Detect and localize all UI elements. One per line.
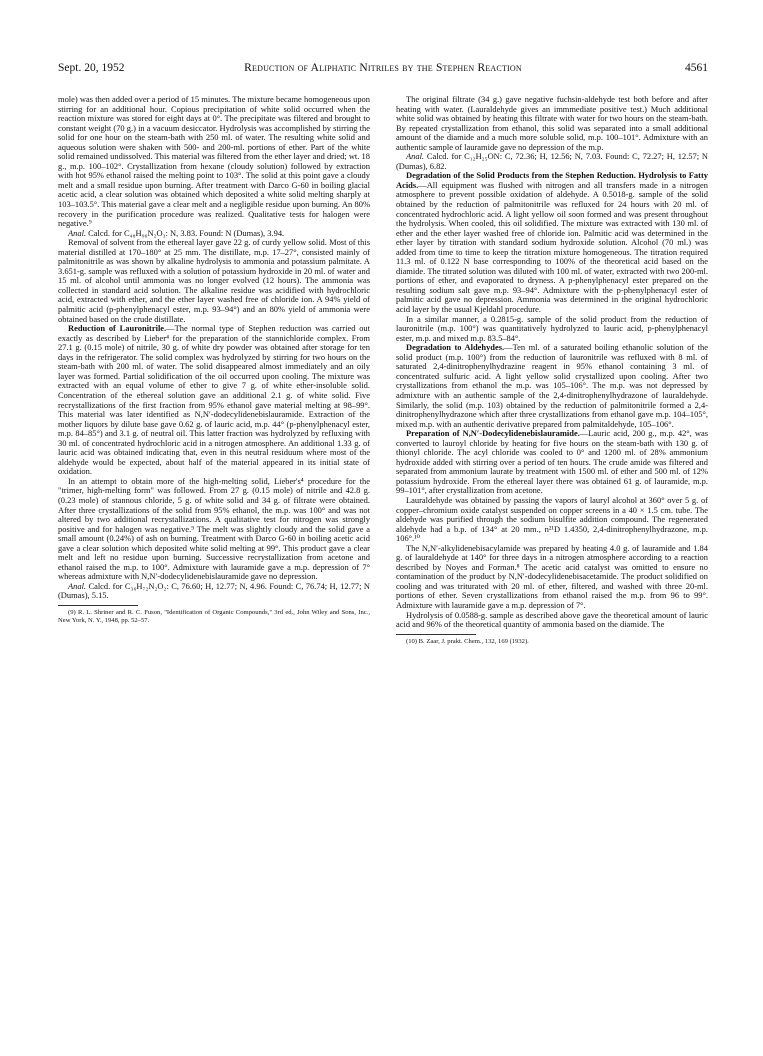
footnote-rule — [58, 605, 138, 606]
anal-label: Anal. — [68, 580, 87, 591]
analysis-text: Calcd. for C₁₂H₂₅ON: C, 72.36; H, 12.56; N, 7.03. Found: C, 72.27; H, 12.57; N (Dumas), 6.82. — [396, 151, 708, 171]
paragraph: Removal of solvent from the ethereal layer gave 22 g. of curdy yellow solid. Most of this material distilled at 170–180° at 25 mm. The distillate, m.p. 17–27°, consisted mainly of palmitonitrile as was shown by alkaline hydrolysis to ammonia and potassium palmitate. A 3.651-g. sample was refluxed with a solution of potassium hydroxide in 20 ml. of water and 15 ml. of alcohol until ammonia was no longer evolved (12 hours). The ammonia was collected in standard acid solution. The alkaline residue was acidified with hydrochloric acid, extracted with ether, and the ether layer washed free of chloride ion. A 94% yield of palmitic acid (p-phenylphenacyl ester, m.p. 93–94°) and an 80% yield of ammonia were obtained based on the crude distillate. — [58, 237, 370, 324]
section-heading: Reduction of Lauronitrile. — [68, 323, 167, 334]
paragraph: The N,N′-alkylidenebisacylamide was prepared by heating 4.0 g. of lauramide and 1.84 g. of lauraldehyde at 140° for three days in a nitrogen atmosphere according to a reaction described by Noyes and Forman.⁸ The acetic acid catalyst was omitted to ensure no contamination of the product by N,N′-dodecylidenebisacetamide. The product solidified on cooling and was triturated with 20 ml. of ether, filtered, and washed with three 20-ml. portions of ether. Seven crystallizations from ethanol raised the m.p. from 96 to 99°. Admixture with lauramide gave a m.p. depression of 7°. — [396, 542, 708, 610]
header-date: Sept. 20, 1952 — [58, 62, 125, 74]
footnote: (10) B. Zaar, J. prakt. Chem., 132, 169 (1932). — [406, 637, 529, 645]
left-column — [58, 95, 370, 625]
right-column — [396, 95, 708, 646]
section-heading: Degradation to Aldehydes. — [406, 342, 505, 353]
paragraph: mole) was then added over a period of 15 minutes. The mixture became homogeneous upon stirring for an additional hour. Copious precipitation of white solid occurred when the reaction mixture was stored for eight days at 0°. The precipitate was filtered and brought to constant weight (70 g.) in a vacuum desiccator. Hydrolysis was accomplished by stirring the solid for one hour on the steam-bath with 250 ml. of water. The resulting white solid and aqueous solution were shaken with 500- and 200-ml. portions of ether. Part of the white solid remained undissolved. This material was filtered from the ether layer and dried; wt. 18 g., m.p. 100–102°. Crystallization from hexane (cloudy solution) followed by extraction with hot 95% ethanol raised the melting point to 103°. The solid at this point gave a cloudy melt and a small residue upon burning. After treatment with Darco G-60 in boiling glacial acetic acid, a clear solution was obtained which deposited a white solid melting sharply at 103–103.5°. This material gave a clear melt and a negligible residue upon burning. An 80% recovery in the purification procedure was realized. Qualitative tests for halogen were negative.⁹ — [58, 94, 370, 229]
paragraph: In a similar manner, a 0.2815-g. sample of the solid product from the reduction of lauronitrile (m.p. 100°) was quantitatively hydrolyzed to lauric acid, p-phenylphenacyl ester, m.p. and mixed m.p. 83.5–84°. — [396, 313, 708, 343]
analysis-text: Calcd. for C₃₆H₇₂N₂O₂: C, 76.60; H, 12.77; N, 4.96. Found: C, 76.74; H, 12.77; N (Dumas), 5.15. — [58, 580, 370, 601]
running-header — [58, 62, 708, 78]
paragraph: Lauraldehyde was obtained by passing the vapors of lauryl alcohol at 360° over 5 g. of copper–chromium oxide catalyst suspended on copper screens in a 40 × 1.5 cm. tube. The aldehyde was purified through the sodium bisulfite addition compound. The regenerated aldehyde had a b.p. of 134° at 20 mm., n²¹D 1.4350, 2,4-dinitrophenylhydrazone, m.p. 106°.¹⁰ — [396, 494, 708, 544]
section-text: —All equipment was flushed with nitrogen and all transfers made in a nitrogen atmosphere to prevent possible oxidation of aldehyde. A 0.5018-g. sample of the solid obtained by the reduction of palmitonitrile was refluxed for 24 hours with 20 ml. of concentrated hydrochloric acid. A light yellow oil soon formed and was present throughout the hydrolysis. When cooled, this oil solidified. The mixture was extracted with 130 ml. of ether and the ether layer washed free of chloride ion. Palmitic acid was determined in the ether layer by titration with standard sodium hydroxide solution. Alcohol (70 ml.) was added from time to time to keep the titration mixture homogeneous. The titration required 11.3 ml. of 0.122 N base corresponding to 100% of the theoretical acid based on the diamide. The titrated solution was diluted with 100 ml. of water, extracted with two 200-ml. portions of ether, and evaporated to dryness. A p-phenylphenacyl ester prepared on the resulting sodium salt gave m.p. 93–94°. Admixture with the p-phenylphenacyl ester of palmitic acid gave no depression. Ammonia was determined in the original hydrochloric acid layer by the usual Kjeldahl procedure. — [396, 179, 708, 315]
anal-label: Anal. — [406, 151, 425, 162]
paragraph: Hydrolysis of 0.0588-g. sample as described above gave the theoretical amount of lauric acid and 96% of the theoretical quantity of ammonia based on the diamide. The — [396, 609, 708, 630]
analysis-paragraph — [396, 152, 708, 171]
analysis-text: Calcd. for C₄₈H₉₆N₂O₃: N, 3.83. Found: N (Dumas), 3.94. — [86, 227, 285, 238]
section-text: —Lauric acid, 200 g., m.p. 42°, was converted to lauroyl chloride by heating for five hours on the steam-bath with 130 g. of thionyl chloride. The acyl chloride was cooled to 0° and 1200 ml. of 28% ammonium hydroxide added with stirring over a period of ten hours. The crude amide was filtered and separated from ammonium laurate by treatment with 1500 ml. of ether and 500 ml. of 12% potassium hydroxide. From the ethereal layer there was obtained 61 g. of lauramide, m.p. 99–101°, after crystallization from acetone. — [396, 428, 708, 496]
section-text: —The normal type of Stephen reduction was carried out exactly as described by Lieber⁴ for the preparation of the stannichloride complex. From 27.1 g. (0.15 mole) of nitrile, 30 g. of white dry powder was obtained after storage for ten days in the refrigerator. The solid complex was hydrolyzed by stirring for two hours on the steam-bath with 200 ml. of water. The solid disappeared almost immediately and an oily layer was formed. Partial solidification of the oil occurred upon cooling. The mixture was extracted with an equal volume of ether to give 7 g. of white ether-insoluble solid. Concentration of the ethereal solution gave an additional 2.1 g. of white solid. Five recrystallizations of the first fraction from 95% ethanol gave material melting at 98–99°. This material was later identified as N,N′-dodecylidenebislauramide. Extraction of the mother liquors by dilute base gave 0.62 g. of lauric acid, m.p. 44° (p-phenylphenacyl ester, m.p. 84–85°) and 3.1 g. of neutral oil. This latter fraction was hydrolyzed by refluxing with 30 ml. of concentrated hydrochloric acid in a nitrogen atmosphere. An additional 1.33 g. of lauric acid was obtained indicating that, even in this neutral residuum where most of the aldehyde would be expected, about half of the material appeared in its initial state of oxidation. — [58, 323, 370, 477]
page-number: 4561 — [685, 62, 708, 74]
section-paragraph — [58, 324, 370, 477]
section-text: —Ten ml. of a saturated boiling ethanolic solution of the solid product (m.p. 100°) from the reduction of lauronitrile was refluxed with 8 ml. of saturated 2,4-dinitrophenylhydrazine reagent in 95% ethanol containing 3 ml. of concentrated sulfuric acid. A light yellow solid crystallized upon cooling. After two crystallizations from ethanol the m.p. was 105–106°. The m.p. was not depressed by admixture with an authentic sample of the 2,4-dinitrophenylhydrazone of lauraldehyde. Similarly, the solid (m.p. 103) obtained by the reduction of palmitonitrile formed a 2,4-dinitrophenylhydrazone which after three crystallizations from ethanol gave m.p. 104–105°, mixed m.p. with an authentic derivative prepared from palmitaldehyde, 105–106°. — [396, 342, 708, 429]
analysis-paragraph — [58, 582, 370, 601]
section-paragraph — [396, 343, 708, 429]
paragraph: The original filtrate (34 g.) gave negative fuchsin-aldehyde test both before and after heating with water. (Lauraldehyde gives an immmediate positive test.) Much additional white solid was obtained by heating this filtrate with water for two hours on the steam-bath. By repeated crystallization from ethanol, this solid was separated into a small additional amount of the diamide and a much more soluble solid, m.p. 100–101°. Admixture with an authentic sample of lauramide gave no depression of the m.p. — [396, 94, 708, 152]
footnote-rule — [396, 634, 476, 635]
header-title: Reduction of Aliphatic Nitriles by the Stephen Reaction — [244, 62, 522, 74]
section-paragraph — [396, 429, 708, 496]
anal-label: Anal. — [68, 227, 87, 238]
footnote: (9) R. L. Shriner and R. C. Fuson, "Identification of Organic Compounds," 3rd ed., John Wiley and Sons, Inc., New York, N. Y., 1948, pp. 52–57. — [58, 608, 370, 624]
section-paragraph — [396, 171, 708, 314]
section-heading: Preparation of N,N′-Dodecylidenebislauramide. — [406, 428, 580, 439]
section-heading: Degradation of the Solid Products from the Stephen Reduction. Hydrolysis to Fatty Acids. — [396, 170, 708, 190]
paragraph: In an attempt to obtain more of the high-melting solid, Lieber's⁴ procedure for the "trimer, high-melting form" was followed. From 27 g. (0.15 mole) of nitrile and 42.8 g. (0.23 mole) of stannous chloride, 5 g. of white solid and 34 g. of filtrate were obtained. After three crystallizations of the solid from 95% ethanol, the m.p. was 100° and was not altered by two additional recrystallizations. A qualitative test for nitrogen was strongly positive and for halogen was negative.⁹ The melt was slightly cloudy and the solid gave a small amount (0.24%) of ash on burning. Treatment with Darco G-60 in boiling acetic acid gave a clear solution which deposited white solid melting at 99°. This product gave a clear melt and left no residue upon burning. Successive recrystallization from acetone and ethanol raised the m.p. to 100°. Admixture with lauramide gave a m.p. depression of 7° whereas admixture with N,N′-dodecylidenebislauramide gave no depression. — [58, 475, 370, 582]
